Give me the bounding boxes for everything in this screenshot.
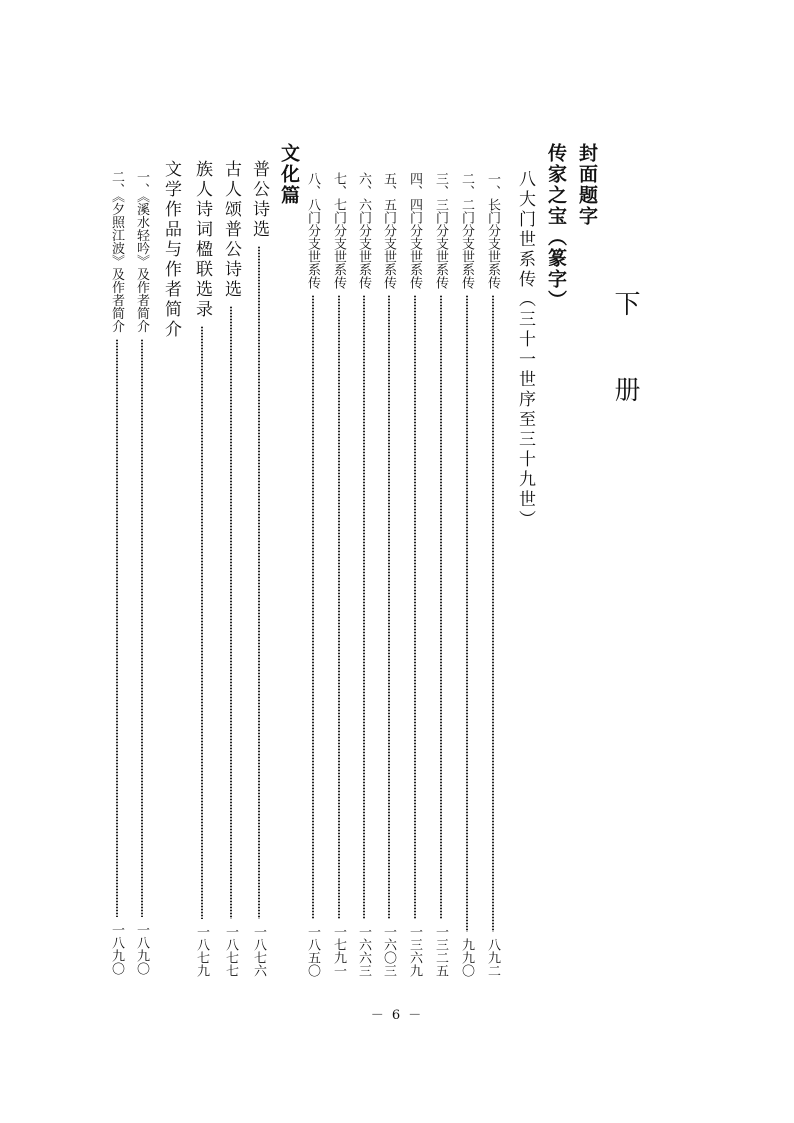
leader-dots xyxy=(414,295,416,919)
toc-entry-label: 一、《溪水轻吟》及作者简介 xyxy=(134,170,149,333)
leader-dots xyxy=(258,246,260,919)
toc-entry-label: 七、七门分支世系传 xyxy=(331,172,346,289)
leader-dots xyxy=(141,339,143,918)
toc-entry-page: 九九〇 xyxy=(459,938,474,977)
toc-entry[interactable] xyxy=(434,172,447,977)
toc-entry-page: 一六〇三 xyxy=(381,925,396,977)
toc-entry-page: 一八七六 xyxy=(251,925,266,977)
section-culture: 文化篇 xyxy=(278,143,300,206)
toc-entry[interactable] xyxy=(193,160,210,977)
toc-entry[interactable] xyxy=(382,172,395,977)
leader-dots xyxy=(466,295,468,932)
clan-genealogy-header: 八大门世系传（三十一世序至三十九世） xyxy=(515,170,535,530)
toc-entry-page: 一三二五 xyxy=(433,925,448,977)
volume-title: 下 册 xyxy=(610,290,640,429)
toc-entry-label: 八、八门分支世系传 xyxy=(305,172,320,289)
toc-entry-label: 六、六门分支世系传 xyxy=(356,172,371,289)
toc-entry-page: 一三六九 xyxy=(407,925,422,977)
toc-entry-label: 三、三门分支世系传 xyxy=(433,172,448,289)
toc-entry-page: 一八七九 xyxy=(194,925,209,977)
toc-entry-label: 五、五门分支世系传 xyxy=(381,172,396,289)
leader-dots xyxy=(492,295,494,932)
leader-dots xyxy=(440,295,442,919)
leader-dots xyxy=(363,295,365,919)
leader-dots xyxy=(201,326,203,919)
toc-entry[interactable] xyxy=(250,160,267,977)
leader-dots xyxy=(230,306,232,919)
leader-dots xyxy=(338,295,340,919)
toc-entry[interactable] xyxy=(408,172,421,977)
toc-entry-label: 古人颂普公诗选 xyxy=(221,160,241,300)
toc-entry-page: 一六六三 xyxy=(356,925,371,977)
toc-entry-label: 四、四门分支世系传 xyxy=(407,172,422,289)
toc-entry[interactable] xyxy=(486,172,499,977)
toc-entry[interactable] xyxy=(332,172,345,977)
section-family-treasure: 传家之宝（篆字） xyxy=(545,143,567,311)
section-cover-inscription: 封面题字 xyxy=(576,143,598,227)
leader-dots xyxy=(312,295,314,919)
toc-entry-label: 二、二门分支世系传 xyxy=(459,172,474,289)
toc-entry-label: 一、长门分支世系传 xyxy=(485,172,500,289)
toc-entry[interactable] xyxy=(460,172,473,977)
toc-entry-page: 一八五〇 xyxy=(305,925,320,977)
toc-entry-page: 一七九一 xyxy=(331,925,346,977)
toc-entry-page: 一八七七 xyxy=(223,925,238,977)
leader-dots xyxy=(116,339,118,918)
page-number: － 6 － xyxy=(370,1008,424,1023)
toc-entry-page: 一八九〇 xyxy=(109,923,124,975)
toc-entry[interactable] xyxy=(306,172,319,977)
toc-entry-page: 八九二 xyxy=(485,938,500,977)
toc-entry[interactable] xyxy=(357,172,370,977)
literature-header: 文学作品与作者简介 xyxy=(161,160,181,340)
toc-entry-label: 普公诗选 xyxy=(249,160,269,240)
toc-entry[interactable] xyxy=(222,160,239,977)
toc-entry-page: 一八九〇 xyxy=(134,923,149,975)
toc-entry[interactable] xyxy=(110,170,123,975)
toc-entry[interactable] xyxy=(135,170,148,975)
toc-entry-label: 族人诗词楹联选录 xyxy=(192,160,212,320)
leader-dots xyxy=(388,295,390,919)
toc-entry-label: 二、《夕照江波》及作者简介 xyxy=(109,170,124,333)
